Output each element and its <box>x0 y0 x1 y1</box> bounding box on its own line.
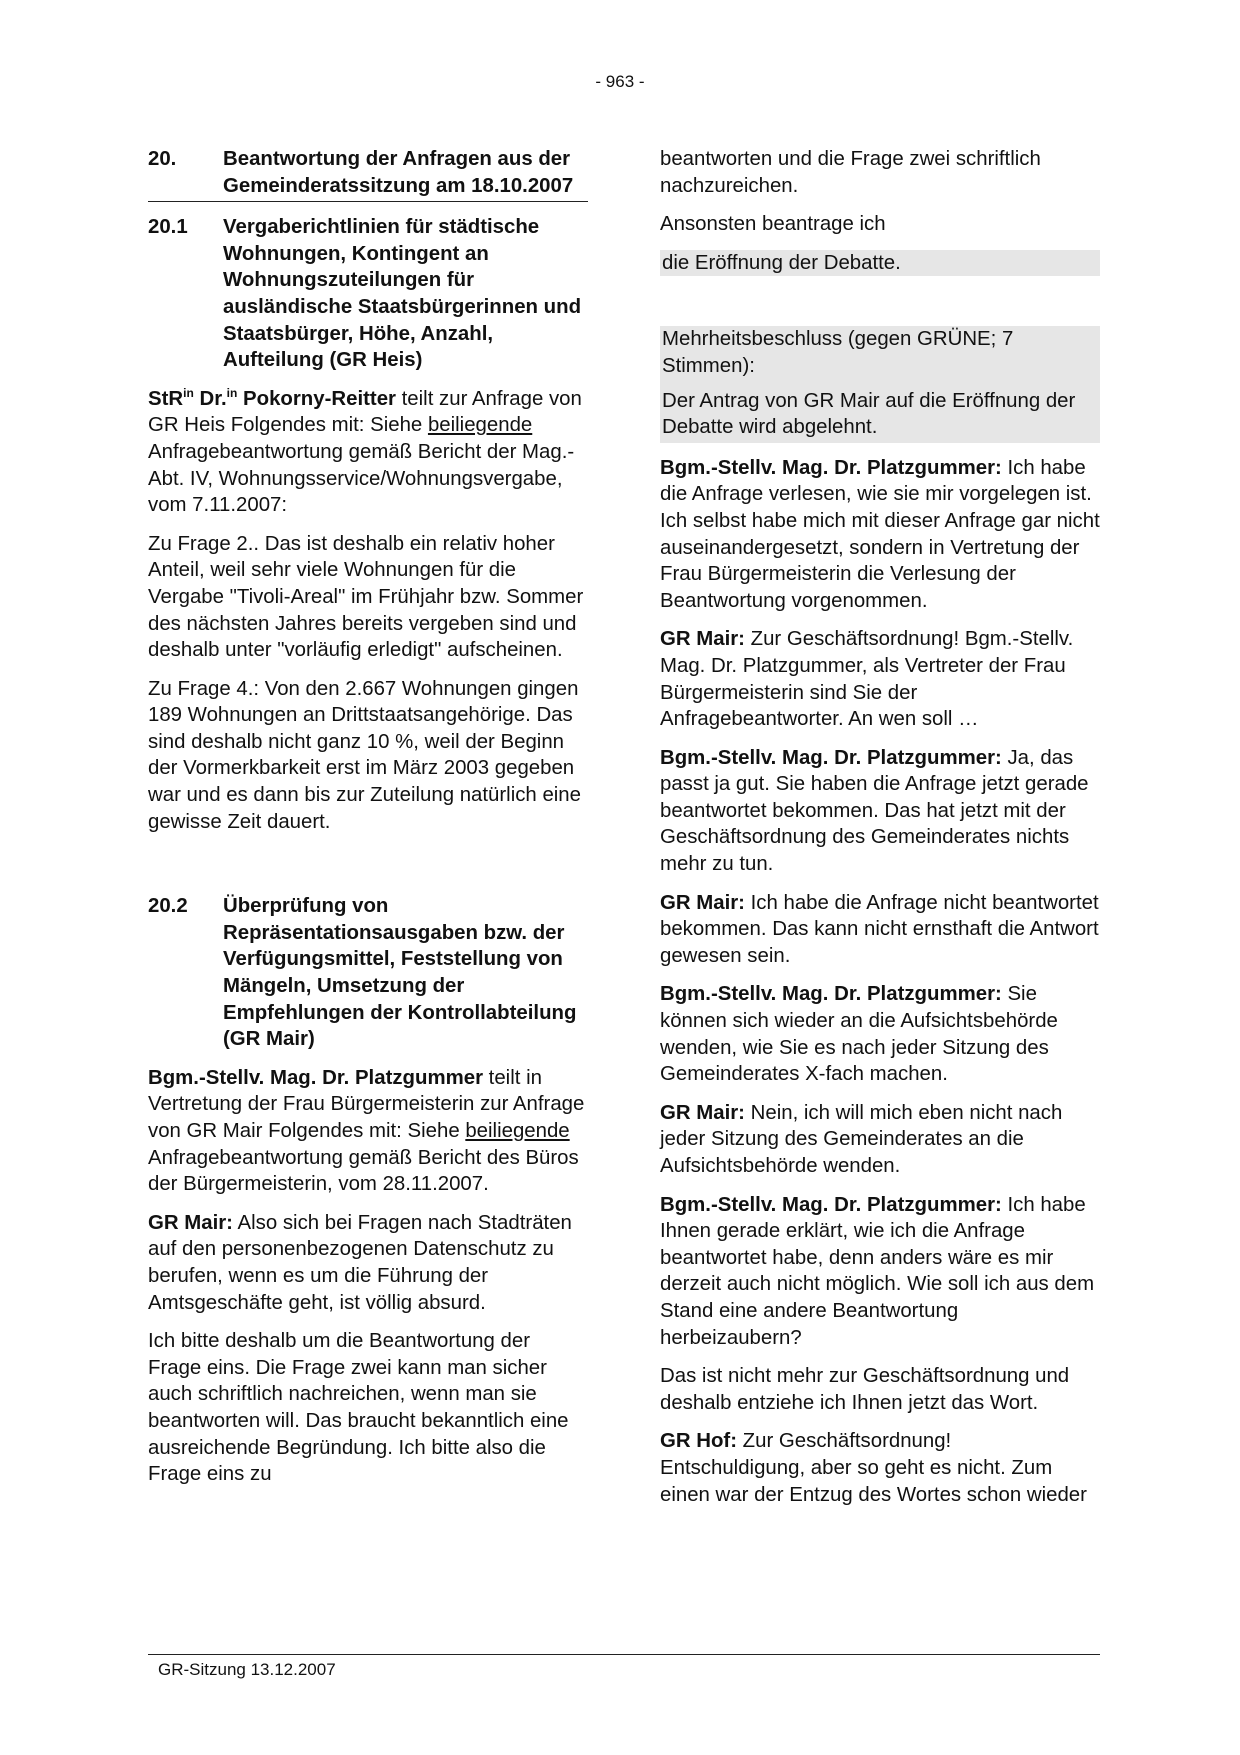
speaker-name: Bgm.-Stellv. Mag. Dr. Platzgummer: <box>660 456 1002 479</box>
section-heading-20 <box>148 146 588 202</box>
paragraph: Zu Frage 2.. Das ist deshalb ein relativ hoher Anteil, weil sehr viele Wohnungen für die Vergabe "Tivoli-Areal" im Frühjahr bzw. Sommer des nächsten Jahres bereits vergeben sind und deshalb unter "vorläufig erledigt" aufscheinen. <box>148 532 584 662</box>
section-number: 20. <box>148 148 177 170</box>
paragraph: beantworten und die Frage zwei schriftlich nachzureichen. <box>660 148 1041 197</box>
paragraph: Das ist nicht mehr zur Geschäftsordnung und deshalb entziehe ich Ihnen jetzt das Wort. <box>660 1365 1070 1414</box>
paragraph: GR Mair: Nein, ich will mich eben nicht nach jeder Sitzung des Gemeinderates an die Aufsichtsbehörde wenden. <box>660 1101 1063 1177</box>
motion-text: die Eröffnung der Debatte. <box>660 250 1100 277</box>
paragraph: Ansonsten beantrage ich <box>660 213 886 236</box>
section-number: 20.2 <box>148 895 188 918</box>
paragraph: Bgm.-Stellv. Mag. Dr. Platzgummer teilt in Vertretung der Frau Bürgermeisterin zur Anfrage von GR Mair Folgendes mit: Siehe beiliegende Anfragebeantwortung gemäß Bericht des Büros der Bürgermeisterin, vom 28.11.2007. <box>148 1066 585 1196</box>
section-heading-20-2 <box>148 893 588 1053</box>
speaker-name: Bgm.-Stellv. Mag. Dr. Platzgummer <box>148 1066 484 1089</box>
paragraph: GR Hof: Zur Geschäftsordnung! Entschuldigung, aber so geht es nicht. Zum einen war der Entzug des Wortes schon wieder <box>660 1430 1087 1506</box>
paragraph: Zu Frage 4.: Von den 2.667 Wohnungen gingen 189 Wohnungen an Drittstaatsangehörige. Das sind deshalb nicht ganz 10 %, weil der Beginn der Vormerkbarkeit erst im März 2003 gegeben war und es dann bis zur Zuteilung natürlich eine gewisse Zeit dauert. <box>148 677 581 833</box>
paragraph: Bgm.-Stellv. Mag. Dr. Platzgummer: Ich habe die Anfrage verlesen, wie sie mir vorgelegen ist. Ich selbst habe mich mit dieser Anfrage gar nicht auseinandergesetzt, sondern in Vertretung der Frau Bürgermeisterin die Verlesung der Beantwortung vorgenommen. <box>660 456 1100 612</box>
left-column <box>148 146 588 1500</box>
right-column <box>660 146 1100 1520</box>
footer-divider <box>148 1654 1100 1655</box>
paragraph: GR Mair: Ich habe die Anfrage nicht beantwortet bekommen. Das kann nicht ernsthaft die Antwort gewesen sein. <box>660 891 1099 967</box>
paragraph: Bgm.-Stellv. Mag. Dr. Platzgummer: Sie können sich wieder an die Aufsichtsbehörde wenden, wie Sie es nach jeder Sitzung des Gemeinderates X-fach machen. <box>660 983 1058 1086</box>
spacer <box>660 284 1100 326</box>
resolution-box <box>660 326 1100 442</box>
section-heading-20-1 <box>148 214 588 374</box>
underlined-text: beiliegende <box>465 1120 570 1142</box>
section-number: 20.1 <box>148 216 188 239</box>
speaker-name: StR$^{in}$ Dr.$^{in}$ Pokorny-Reitter <box>148 385 396 410</box>
underlined-text: beiliegende <box>427 414 533 437</box>
paragraph: Bgm.-Stellv. Mag. Dr. Platzgummer: Ich habe Ihnen gerade erklärt, wie ich die Anfrage beantwortet habe, denn anders wäre es mir derzeit auch nicht möglich. Wie soll ich aus dem Stand eine andere Beantwortung herbeizaubern? <box>660 1193 1095 1349</box>
page-number: - 963 - <box>595 72 645 91</box>
speaker-name: Bgm.-Stellv. Mag. Dr. Platzgummer: <box>660 983 1002 1006</box>
section-title: Vergaberichtlinien für städtische Wohnungen, Kontingent an Wohnungszuteilungen für ausländische Staatsbürgerinnen und Staatsbürger, Höhe, Anzahl, Aufteilung (GR Heis) <box>223 216 582 372</box>
section-title: Beantwortung der Anfragen aus der Gemeinderatssitzung am 18.10.2007 <box>223 148 574 197</box>
paragraph: GR Mair: Zur Geschäftsordnung! Bgm.-Stellv. Mag. Dr. Platzgummer, als Vertreter der Frau Bürgermeisterin sind Sie der Anfragebeantworter. An wen soll … <box>660 628 1074 731</box>
paragraph: StR$^{in}$ Dr.$^{in}$ Pokorny-Reitter teilt zur Anfrage von GR Heis Folgendes mit: Siehe beiliegende Anfragebeantwortung gemäß Bericht der Mag.-Abt. IV, Wohnungsservice/Wohnungsvergabe, vom 7.11.2007: <box>148 385 582 517</box>
speaker-name: GR Hof: <box>660 1430 738 1453</box>
speaker-name: Bgm.-Stellv. Mag. Dr. Platzgummer: <box>660 746 1002 769</box>
paragraph: Ich bitte deshalb um die Beantwortung der Frage eins. Die Frage zwei kann man sicher auch schriftlich nachreichen, wenn man sie beantworten will. Das braucht bekanntlich eine ausreichende Begründung. Ich bitte also die Frage eins zu <box>148 1330 569 1486</box>
speaker-name: GR Mair: <box>660 891 745 914</box>
speaker-name: Bgm.-Stellv. Mag. Dr. Platzgummer: <box>660 1193 1002 1216</box>
resolution-vote: Mehrheitsbeschluss (gegen GRÜNE; 7 Stimmen): <box>662 328 1014 377</box>
resolution-text: Der Antrag von GR Mair auf die Eröffnung der Debatte wird abgelehnt. <box>662 389 1076 439</box>
speaker-name: GR Mair: <box>148 1211 233 1234</box>
speaker-name: GR Mair: <box>660 628 745 651</box>
footer-text: GR-Sitzung 13.12.2007 <box>158 1660 336 1679</box>
paragraph: GR Mair: Also sich bei Fragen nach Stadträten auf den personenbezogenen Datenschutz zu berufen, wenn es um die Führung der Amtsgeschäfte geht, ist völlig absurd. <box>148 1211 572 1314</box>
section-title: Überprüfung von Repräsentationsausgaben bzw. der Verfügungsmittel, Feststellung von Mängeln, Umsetzung der Empfehlungen der Kontrollabteilung (GR Mair) <box>223 895 577 1051</box>
paragraph: Bgm.-Stellv. Mag. Dr. Platzgummer: Ja, das passt ja gut. Sie haben die Anfrage jetzt gerade beantwortet bekommen. Das hat jetzt mit der Geschäftsordnung des Gemeinderates nichts mehr zu tun. <box>660 746 1089 876</box>
speaker-name: GR Mair: <box>660 1101 745 1124</box>
